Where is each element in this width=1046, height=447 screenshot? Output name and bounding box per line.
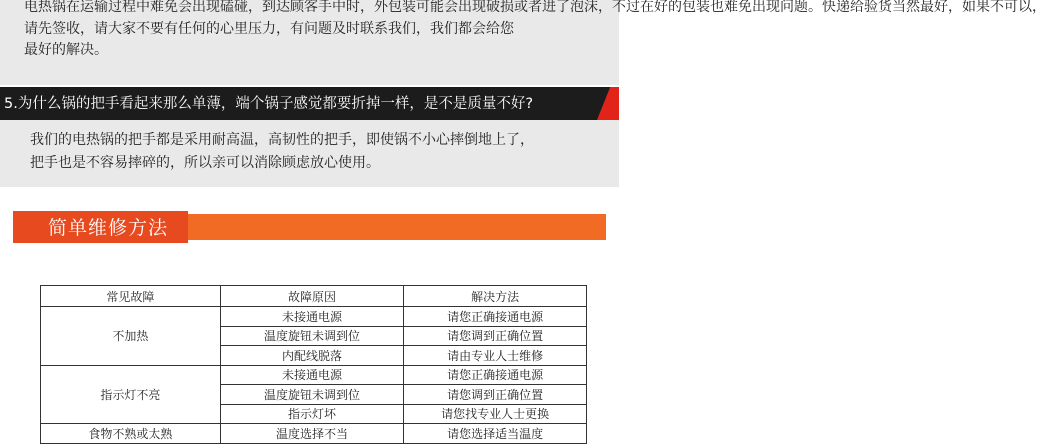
cause-cell: 温度选择不当 (220, 424, 404, 444)
cause-cell: 温度旋钮未调到位 (220, 326, 404, 346)
fault-cell: 食物不熟或太熟 (41, 424, 221, 444)
header-fault: 常见故障 (41, 286, 221, 307)
solution-cell: 请您正确接通电源 (404, 365, 587, 385)
faq-answer (30, 129, 600, 175)
fault-cell: 指示灯不亮 (41, 365, 221, 424)
solution-cell: 请您找专业人士更换 (404, 404, 587, 424)
cause-cell: 内配线脱落 (220, 346, 404, 366)
repair-table-container (40, 285, 587, 444)
cause-cell: 温度旋钮未调到位 (220, 385, 404, 405)
shipping-note-paragraph (24, 0, 1046, 62)
solution-cell: 请您正确接通电源 (404, 307, 587, 327)
cause-cell: 未接通电源 (220, 307, 404, 327)
table-row (41, 307, 587, 327)
faq-answer-panel (0, 120, 619, 187)
solution-cell: 请您调到正确位置 (404, 385, 587, 405)
answer-line: 把手也是不容易摔碎的，所以亲可以消除顾虑放心使用。 (30, 155, 380, 171)
header-solution: 解决方法 (404, 286, 587, 307)
solution-cell: 请您调到正确位置 (404, 326, 587, 346)
answer-line: 我们的电热锅的把手都是采用耐高温，高韧性的把手，即使锅不小心摔倒地上了， (30, 132, 534, 148)
paragraph-line: 最好的解决。 (24, 42, 108, 58)
faq-question-bar (0, 87, 619, 120)
solution-cell: 请您选择适当温度 (404, 424, 587, 444)
paragraph-line: 请先签收，请大家不要有任何的心里压力，有问题及时联系我们，我们都会给您 (24, 20, 514, 37)
solution-cell: 请由专业人士维修 (404, 346, 587, 366)
faq-question: 5.为什么锅的把手看起来那么单薄，端个锅子感觉都要折掉一样，是不是质量不好? (4, 96, 534, 112)
table-header-row (41, 286, 587, 307)
fault-cell: 不加热 (41, 307, 221, 366)
repair-table (40, 285, 587, 444)
table-row (41, 365, 587, 385)
header-cause: 故障原因 (220, 286, 404, 307)
top-info-panel (0, 0, 1046, 85)
section-title: 简单维修方法 (48, 217, 169, 239)
table-row (41, 424, 587, 444)
paragraph-line: 电热锅在运输过程中难免会出现磕碰，到达顾客手中时，外包装可能会出现破损或者进了泡沫，不过在好的包装也难免出现问题。快递给验货当然最好，如果不可以， (24, 0, 1046, 15)
cause-cell: 未接通电源 (220, 365, 404, 385)
cause-cell: 指示灯坏 (220, 404, 404, 424)
